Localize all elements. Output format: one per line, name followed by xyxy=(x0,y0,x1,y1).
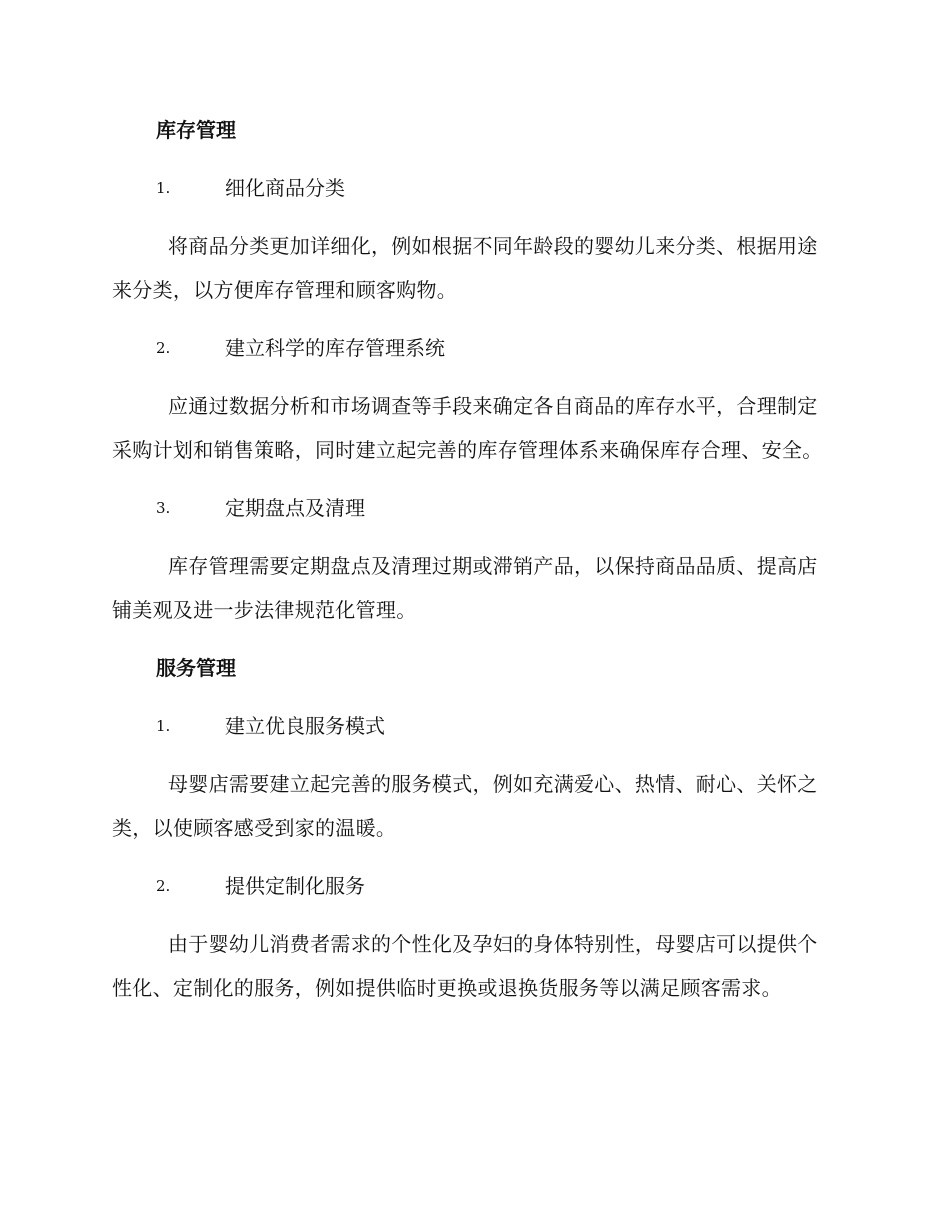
section-heading-service: 服务管理 xyxy=(156,656,236,680)
item-paragraph: 库存管理需要定期盘点及清理过期或滞销产品，以保持商品品质、提高店铺美观及进一步法律规范化管理。 xyxy=(112,554,818,622)
document-body xyxy=(112,108,832,1024)
item-title: 建立优良服务模式 xyxy=(225,714,385,738)
list-item-title xyxy=(112,704,832,748)
list-number: 1. xyxy=(156,179,171,197)
item-title: 细化商品分类 xyxy=(225,176,345,200)
list-number: 2. xyxy=(156,339,171,357)
list-item-title xyxy=(112,864,832,908)
list-number: 2. xyxy=(156,877,171,895)
item-title: 提供定制化服务 xyxy=(225,874,365,898)
item-title: 定期盘点及清理 xyxy=(225,496,365,520)
item-paragraph: 母婴店需要建立起完善的服务模式，例如充满爱心、热情、耐心、关怀之类，以使顾客感受到家的温暖。 xyxy=(112,772,818,840)
list-item-title xyxy=(112,326,832,370)
list-item-title xyxy=(112,166,832,210)
list-item-title xyxy=(112,486,832,530)
list-number: 1. xyxy=(156,717,171,735)
item-paragraph: 由于婴幼儿消费者需求的个性化及孕妇的身体特别性，母婴店可以提供个性化、定制化的服务，例如提供临时更换或退换货服务等以满足顾客需求。 xyxy=(112,932,818,1000)
item-paragraph: 应通过数据分析和市场调查等手段来确定各自商品的库存水平，合理制定采购计划和销售策略，同时建立起完善的库存管理体系来确保库存合理、安全。 xyxy=(112,394,823,462)
section-heading-inventory: 库存管理 xyxy=(156,118,236,142)
item-paragraph: 将商品分类更加详细化，例如根据不同年龄段的婴幼儿来分类、根据用途来分类，以方便库存管理和顾客购物。 xyxy=(112,234,818,302)
list-number: 3. xyxy=(156,499,171,517)
item-title: 建立科学的库存管理系统 xyxy=(225,336,445,360)
